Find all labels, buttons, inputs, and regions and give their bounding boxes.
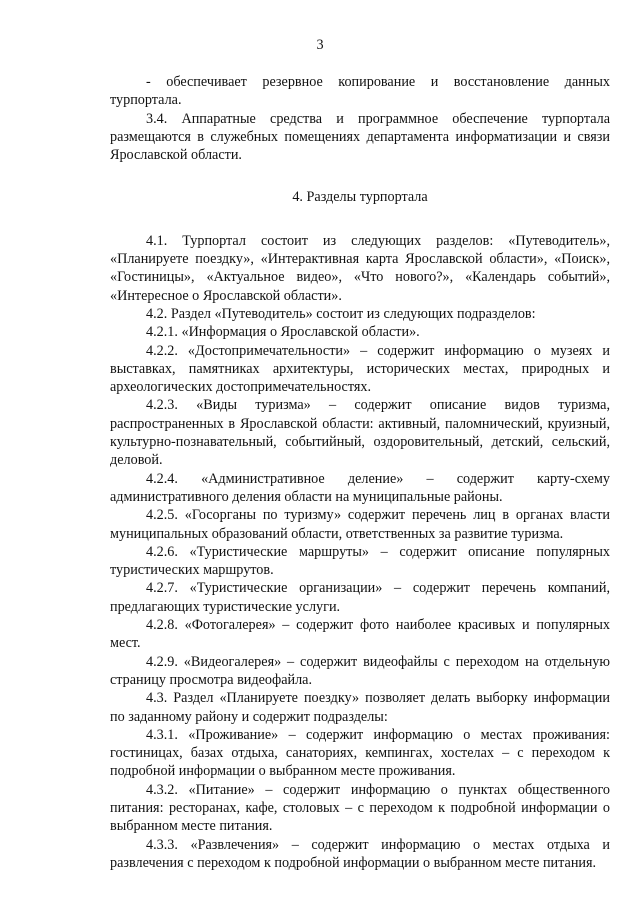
paragraph: 4.3.2. «Питание» – содержит информацию о пунктах общественного питания: ресторанах, кафе, столовых – с переходом к подробной информации о выбранном месте питания. bbox=[110, 781, 610, 835]
paragraph: 4.3.1. «Проживание» – содержит информацию о местах проживания: гостиницах, базах отдыха, санаториях, кемпингах, хостелах – с переходом к подробной информации о выбранном месте проживания. bbox=[110, 726, 610, 780]
paragraph: 3.4. Аппаратные средства и программное обеспечение турпортала размещаются в служебных помещениях департамента информатизации и связи Ярославской области. bbox=[110, 110, 610, 164]
paragraph: 4.2.8. «Фотогалерея» – содержит фото наиболее красивых и популярных мест. bbox=[110, 617, 610, 652]
paragraph: 4.3.3. «Развлечения» – содержит информацию о местах отдыха и развлечения с переходом к подробной информации о выбранном месте питания. bbox=[110, 836, 610, 871]
page-number: 3 bbox=[316, 37, 324, 53]
paragraph: 4.2.5. «Госорганы по туризму» содержит перечень лиц в органах власти муниципальных образований области, ответственных за развитие туризма. bbox=[110, 507, 610, 542]
section-heading: 4. Разделы турпортала bbox=[292, 189, 428, 206]
paragraph: - обеспечивает резервное копирование и восстановление данных турпортала. bbox=[110, 74, 610, 109]
paragraph: 4.2.2. «Достопримечательности» – содержит информацию о музеях и выставках, памятниках архитектуры, исторических местах, природных и археологических достопримечательностях. bbox=[110, 342, 610, 396]
paragraph: 4.1. Турпортал состоит из следующих разделов: «Путеводитель», «Планируете поездку», «Интерактивная карта Ярославской области», «Поиск», «Гостиницы», «Актуальное видео», «Что нового?», «Календарь событий», «Интересное о Ярославской области». bbox=[110, 232, 610, 304]
paragraph: 4.3. Раздел «Планируете поездку» позволяет делать выборку информации по заданному району и содержит подразделы: bbox=[110, 690, 610, 725]
paragraph: 4.2. Раздел «Путеводитель» состоит из следующих подразделов: bbox=[146, 305, 536, 322]
paragraph: 4.2.3. «Виды туризма» – содержит описание видов туризма, распространенных в Ярославской области: активный, паломнический, круизный, культурно-познавательный, событийный, оздоровительный, детский, сельский, деловой. bbox=[110, 397, 610, 469]
paragraph: 4.2.7. «Туристические организации» – содержит перечень компаний, предлагающих туристические услуги. bbox=[110, 580, 610, 615]
paragraph: 4.2.1. «Информация о Ярославской области». bbox=[146, 324, 420, 341]
paragraph: 4.2.9. «Видеогалерея» – содержит видеофайлы с переходом на отдельную страницу просмотра видеофайла. bbox=[110, 653, 610, 688]
document-body bbox=[110, 73, 610, 872]
paragraph: 4.2.6. «Туристические маршруты» – содержит описание популярных туристических маршрутов. bbox=[110, 543, 610, 579]
paragraph: 4.2.4. «Административное деление» – содержит карту-схему административного деления области на муниципальные районы. bbox=[110, 470, 610, 505]
